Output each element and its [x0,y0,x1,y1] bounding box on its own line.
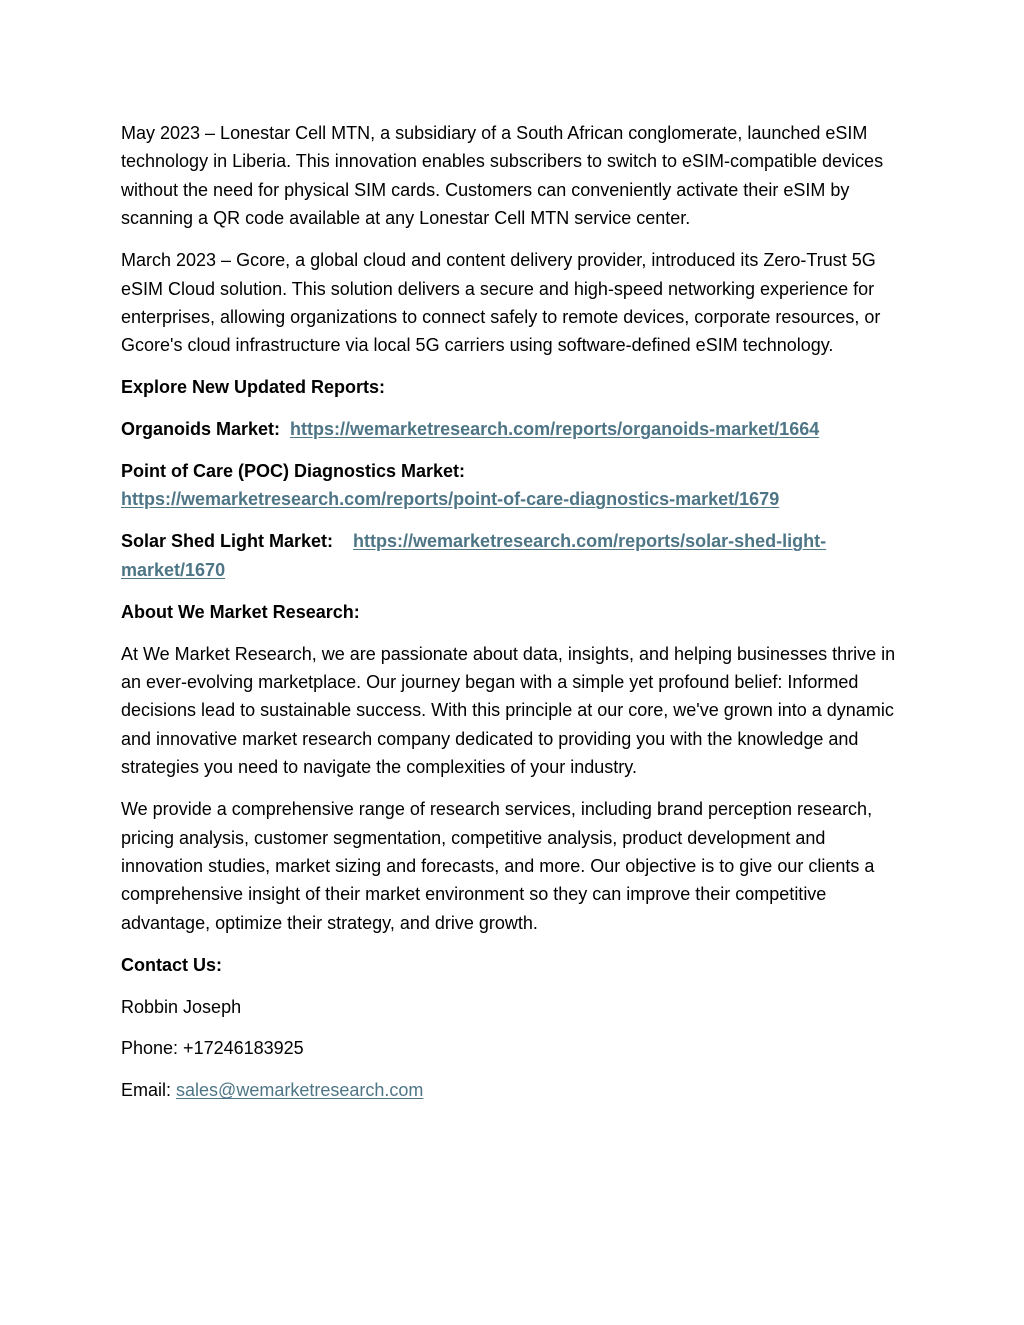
contact-phone: Phone: +17246183925 [121,1038,304,1059]
reports-heading: Explore New Updated Reports: [121,377,386,398]
report-item-solar-shed-light [121,527,911,584]
report-link-organoids[interactable]: https://wemarketresearch.com/reports/organoids-market/1664 [290,419,820,440]
about-paragraph-1: At We Market Research, we are passionate about data, insights, and helping businesses thrive in an ever-evolving marketplace. Our journey began with a simple yet profound belief: Informed decisions lead to sustainable success. With this principle at our core, we've grown into a dynamic and innovative market research company dedicated to providing you with the knowledge and strategies you need to navigate the complexities of your industry. [121,643,896,778]
contact-email-label: Email: [121,1080,172,1101]
report-item-poc-diagnostics [121,457,911,514]
news-paragraph-may-2023: May 2023 – Lonestar Cell MTN, a subsidiary of a South African conglomerate, launched eSIM technology in Liberia. This innovation enables subscribers to switch to eSIM-compatible devices without the need for physical SIM cards. Customers can conveniently activate their eSIM by scanning a QR code available at any Lonestar Cell MTN service center. [121,123,884,229]
report-link-solar-shed-light[interactable]: https://wemarketresearch.com/reports/solar-shed-light-market/1670 [121,531,827,580]
report-item-organoids [121,415,911,443]
contact-email-line [121,1076,911,1104]
about-paragraph-2: We provide a comprehensive range of research services, including brand perception research, pricing analysis, customer segmentation, competitive analysis, product development and innovation studies, market sizing and forecasts, and more. Our objective is to give our clients a comprehensive insight of their market environment so they can improve their competitive advantage, optimize their strategy, and drive growth. [121,799,875,933]
report-label-organoids: Organoids Market: [121,419,281,440]
about-heading: About We Market Research: [121,601,360,622]
contact-name: Robbin Joseph [121,996,242,1017]
news-paragraph-march-2023: March 2023 – Gcore, a global cloud and content delivery provider, introduced its Zero-Trust 5G eSIM Cloud solution. This solution delivers a secure and high-speed networking experience for enterprises, allowing organizations to connect safely to remote devices, corporate resources, or Gcore's cloud infrastructure via local 5G carriers using software-defined eSIM technology. [121,250,881,356]
report-label-poc-diagnostics: Point of Care (POC) Diagnostics Market: [121,461,466,482]
contact-email-link[interactable]: sales@wemarketresearch.com [176,1080,424,1101]
contact-heading: Contact Us: [121,954,223,975]
report-label-solar-shed-light: Solar Shed Light Market: [121,531,334,552]
report-link-poc-diagnostics[interactable]: https://wemarketresearch.com/reports/point-of-care-diagnostics-market/1679 [121,489,780,510]
document-page [121,119,911,1118]
